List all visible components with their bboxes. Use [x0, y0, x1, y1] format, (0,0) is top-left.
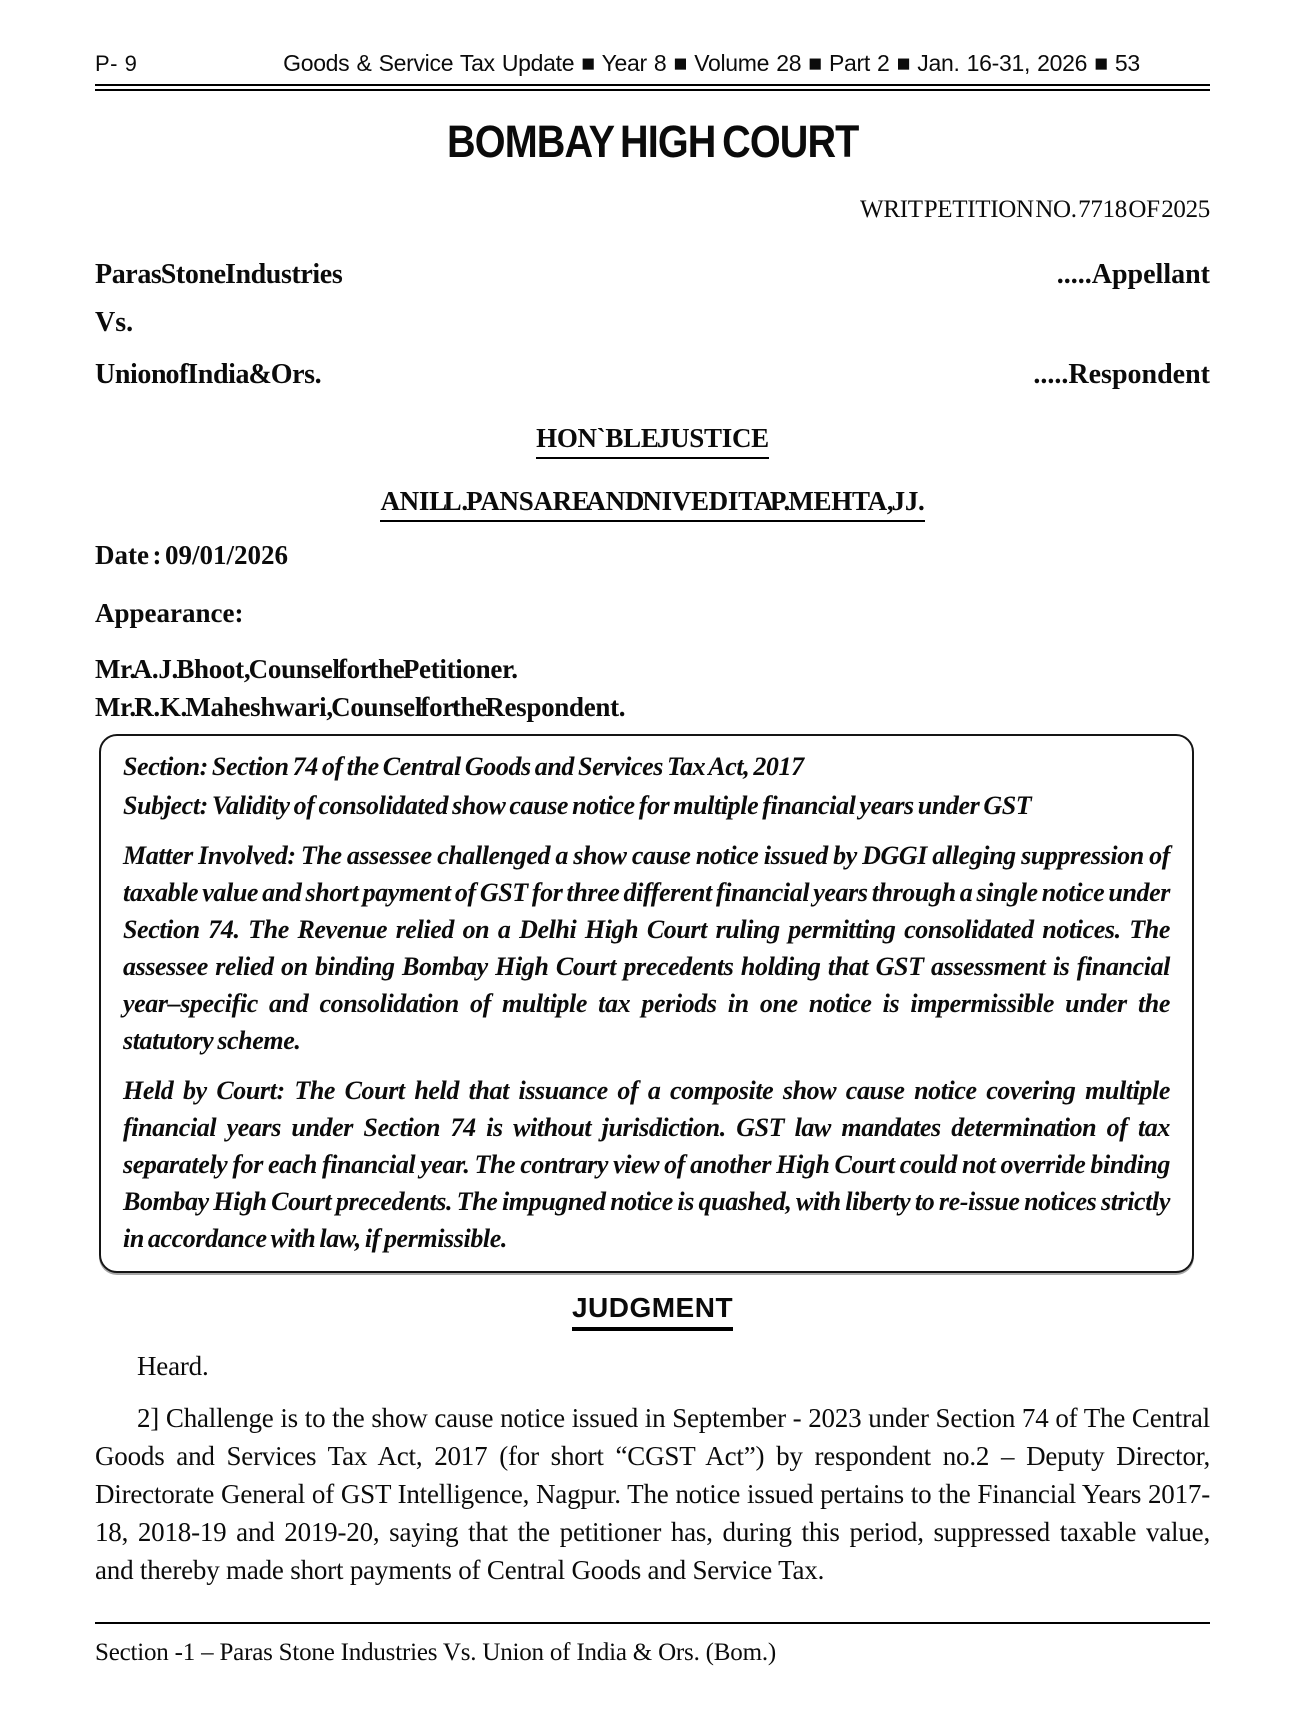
- headnote-held: Held by Court: The Court held that issuance of a composite show cause notice covering multiple financial years under Section 74 is without jurisdiction. GST law mandates determination of tax separately for each financial year. The contrary view of another High Court could not override binding Bombay High Court precedents. The impugned notice is quashed, with liberty to re-issue notices strictly in accordance with law, if permissible.: [123, 1076, 1170, 1253]
- headnote-subject: Subject: Validity of consolidated show cause notice for multiple financial years under GST: [123, 791, 1032, 820]
- footer-block: [95, 1622, 1210, 1668]
- petition-number: WRIT PETITION NO. 7718 OF 2025: [860, 196, 1210, 223]
- appellant-name: Paras Stone Industries: [95, 259, 343, 290]
- judgment-date: Date : 09/01/2026: [95, 540, 288, 570]
- respondent-counsel-line: Mr. R.K. Maheshwari, Counsel for the Respondent.: [95, 692, 626, 722]
- bench-heading-row: [95, 420, 1210, 459]
- footer-rule: [95, 1622, 1210, 1624]
- respondent-row: [95, 358, 1210, 392]
- header-rule: [95, 84, 1210, 91]
- respondent-name: Union of India & Ors.: [95, 359, 322, 390]
- versus-label: Vs.: [95, 307, 134, 338]
- page-number-label: P- 9: [95, 51, 138, 76]
- judgment-heading-row: [95, 1291, 1210, 1331]
- bench-judges-row: [95, 483, 1210, 522]
- running-header: [95, 50, 1210, 77]
- respondent-role: .....Respondent: [1033, 359, 1210, 390]
- headnote-box: [99, 734, 1194, 1273]
- footer-citation: Section -1 – Paras Stone Industries Vs. Union of India & Ors. (Bom.): [95, 1639, 777, 1666]
- appearance-label: Appearance:: [95, 598, 244, 628]
- challenge-paragraph: 2] Challenge is to the show cause notice issued in September - 2023 under Section 74 of The Central Goods and Services Tax Act, 2017 (for short “CGST Act”) by respondent no.2 – Deputy Director, Directorate General of GST Intelligence, Nagpur. The notice issued pertains to the Financial Years 2017-18, 2018-19 and 2019-20, saying that the petitioner has, during this period, suppressed taxable value, and thereby made short payments of Central Goods and Service Tax.: [95, 1403, 1210, 1585]
- court-title-wrap: [95, 116, 1210, 167]
- appellant-row: [95, 258, 1210, 292]
- bench-heading: HON`BLE JUSTICE: [536, 420, 769, 459]
- appellant-role: .....Appellant: [1056, 259, 1210, 290]
- court-name: BOMBAY HIGH COURT: [446, 116, 859, 167]
- petitioner-counsel-line: Mr. A.J. Bhoot, Counsel for the Petitioner.: [95, 654, 518, 684]
- headnote-matter: Matter Involved: The assessee challenged a show cause notice issued by DGGI alleging suppression of taxable value and short payment of GST for three different financial years through a single notice under Section 74. The Revenue relied on a Delhi High Court ruling permitting consolidated notices. The assessee relied on binding Bombay High Court precedents holding that GST assessment is financial year–specific and consolidation of multiple tax periods in one notice is impermissible under the statutory scheme.: [123, 841, 1170, 1055]
- judgment-heading: JUDGMENT: [572, 1291, 733, 1331]
- heard-paragraph: Heard.: [137, 1351, 209, 1381]
- bench-judges: ANIL L. PANSARE AND NIVEDITA P. MEHTA, JJ.: [380, 483, 924, 522]
- journal-title: Goods & Service Tax Update ■ Year 8 ■ Volume 28 ■ Part 2 ■ Jan. 16-31, 2026 ■ 53: [283, 50, 1140, 76]
- headnote-section: Section: Section 74 of the Central Goods and Services Tax Act, 2017: [123, 752, 804, 781]
